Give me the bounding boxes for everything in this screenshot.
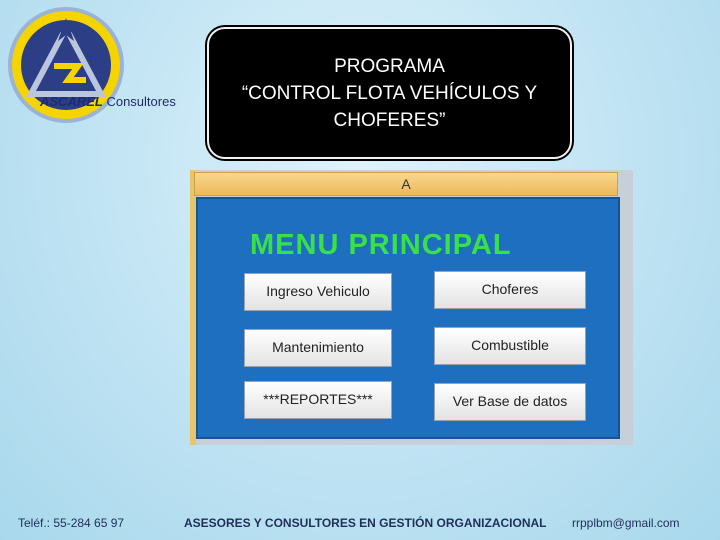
company-logo bbox=[6, 6, 176, 124]
mantenimiento-button[interactable]: Mantenimiento bbox=[244, 329, 392, 367]
footer-email: rrpplbm@gmail.com bbox=[572, 516, 680, 530]
reportes-button[interactable]: ***REPORTES*** bbox=[244, 381, 392, 419]
footer-company: ASESORES Y CONSULTORES EN GESTIÓN ORGANIZACIONAL bbox=[184, 516, 547, 530]
footer bbox=[0, 512, 720, 534]
app-window bbox=[190, 170, 633, 445]
main-menu-panel bbox=[196, 197, 620, 439]
window-title-bar: A bbox=[194, 172, 618, 196]
ver-base-datos-button[interactable]: Ver Base de datos bbox=[434, 383, 586, 421]
logo-text bbox=[40, 94, 176, 109]
program-title-box bbox=[207, 27, 572, 159]
ingreso-vehiculo-button[interactable]: Ingreso Vehiculo bbox=[244, 273, 392, 311]
footer-phone: Teléf.: 55-284 65 97 bbox=[18, 516, 125, 530]
combustible-button[interactable]: Combustible bbox=[434, 327, 586, 365]
logo-name-rest: Consultores bbox=[102, 94, 176, 109]
logo-name-bold: ASCAREL bbox=[40, 94, 103, 109]
choferes-button[interactable]: Choferes bbox=[434, 271, 586, 309]
title-line-2: “CONTROL FLOTA VEHÍCULOS Y bbox=[241, 82, 538, 104]
title-line-3: CHOFERES” bbox=[333, 109, 446, 131]
menu-title: MENU PRINCIPAL bbox=[250, 229, 512, 261]
title-line-1: PROGRAMA bbox=[334, 55, 445, 77]
